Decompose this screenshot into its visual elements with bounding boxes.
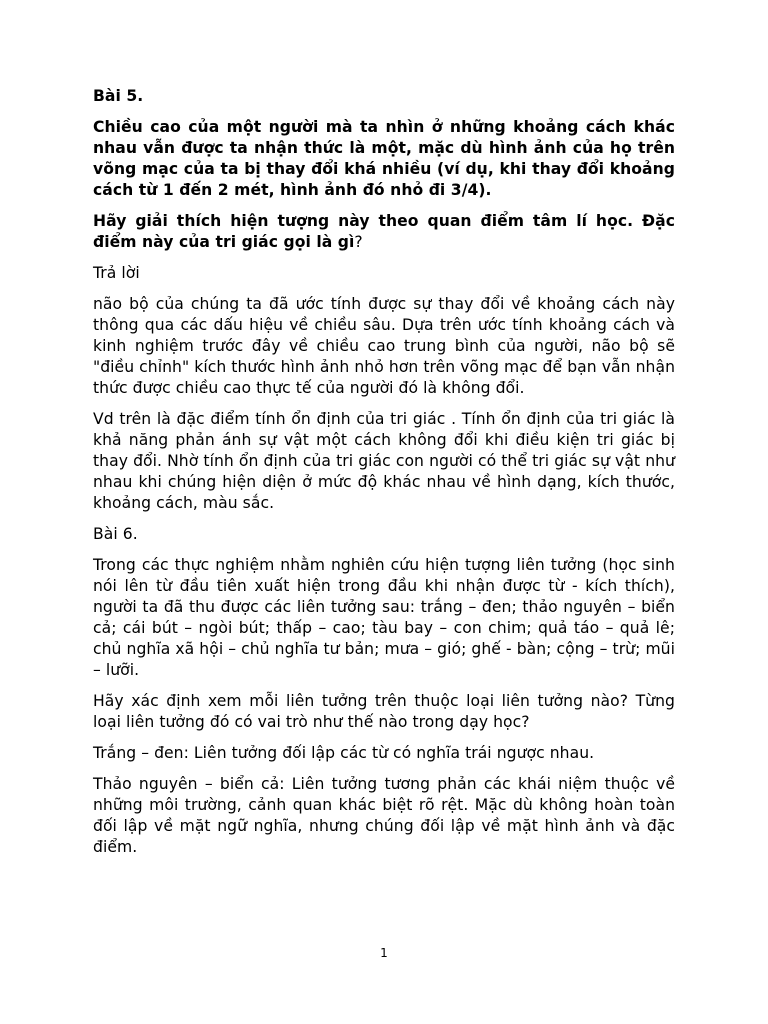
bai-6-paragraph-1: Trong các thực nghiệm nhằm nghiên cứu hiện tượng liên tưởng (học sinh nói lên từ đầu tiên xuất hiện trong đầu khi nhận được từ - kích thích), người ta đã thu được các liên tưởng sau: trắng – đen; thảo nguyên – biển cả; cái bút – ngòi bút; thấp – cao; tàu bay – con chim; quả táo – quả lê; chủ nghĩa xã hội – chủ nghĩa tư bản; mưa – gió; ghế - bàn; cộng – trừ; mũi – lưỡi.	[93, 556, 675, 679]
heading-bai-5: Bài 5.	[93, 87, 144, 105]
bai-6-question: Hãy xác định xem mỗi liên tưởng trên thuộc loại liên tưởng nào? Từng loại liên tưởng đó có vai trò như thế nào trong dạy học?	[93, 692, 675, 731]
answer-paragraph-1: não bộ của chúng ta đã ước tính được sự thay đổi về khoảng cách này thông qua các dấu hiệu về chiều sâu. Dựa trên ước tính khoảng cách và kinh nghiệm trước đây về chiều cao trung bình của người, não bộ sẽ "điều chỉnh" kích thước hình ảnh nhỏ hơn trên võng mạc để bạn vẫn nhận thức được chiều cao thực tế của người đó là không đổi.	[93, 295, 675, 397]
page-number: 1	[380, 946, 388, 960]
question-bai-5: Chiều cao của một người mà ta nhìn ở những khoảng cách khác nhau vẫn được ta nhận thức là một, mặc dù hình ảnh của họ trên võng mạc của ta bị thay đổi khá nhiều (ví dụ, khi thay đổi khoảng cách từ 1 đến 2 mét, hình ảnh đó nhỏ đi 3/4).	[93, 118, 675, 199]
question-bai-5-ask	[93, 211, 675, 253]
bai-6-answer-1: Trắng – đen: Liên tưởng đối lập các từ có nghĩa trái ngược nhau.	[93, 744, 595, 762]
answer-paragraph-2: Vd trên là đặc điểm tính ổn định của tri giác . Tính ổn định của tri giác là khả năng phản ánh sự vật một cách không đổi khi điều kiện tri giác bị thay đổi. Nhờ tính ổn định của tri giác con người có thể tri giác sự vật như nhau khi chúng hiện diện ở mức độ khác nhau về hình dạng, kích thước, khoảng cách, màu sắc.	[93, 410, 675, 512]
bai-6-answer-2: Thảo nguyên – biển cả: Liên tưởng tương phản các khái niệm thuộc về những môi trường, cảnh quan khác biệt rõ rệt. Mặc dù không hoàn toàn đối lập về mặt ngữ nghĩa, nhưng chúng đối lập về mặt hình ảnh và đặc điểm.	[93, 775, 675, 856]
answer-label: Trả lời	[93, 264, 140, 282]
heading-bai-6: Bài 6.	[93, 525, 138, 543]
document-page	[93, 86, 675, 868]
question-mark: ?	[354, 233, 363, 251]
question-bai-5-ask-text: Hãy giải thích hiện tượng này theo quan điểm tâm lí học. Đặc điểm này của tri giác gọi là gì	[93, 212, 675, 251]
